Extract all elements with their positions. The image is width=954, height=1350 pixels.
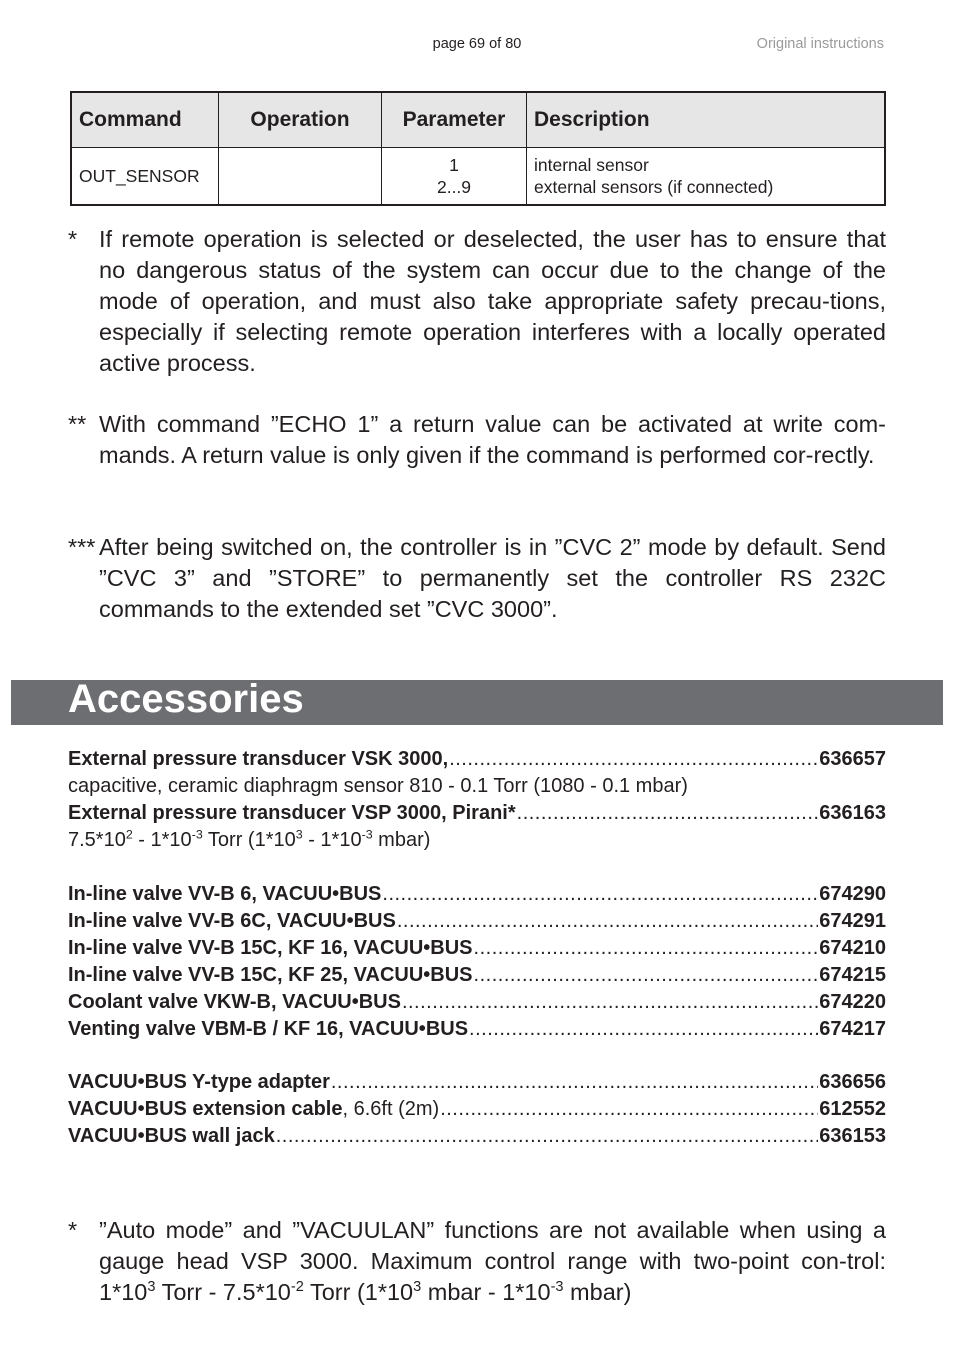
footnote-1 xyxy=(68,224,886,379)
item-extra: , 6.6ft (2m) xyxy=(342,1098,440,1120)
item-name: In-line valve VV-B 6C, VACUU•BUS xyxy=(68,910,396,932)
header-operation: Operation xyxy=(219,92,382,148)
list-item xyxy=(68,962,886,989)
footnote-text: After being switched on, the controller is in ”CVC 2” mode by default. Send ”CVC 3” and ”STORE” to permanently set the controller RS 232C commands to the extended set ”CVC 3000”. xyxy=(99,534,886,622)
table-header-row xyxy=(71,92,885,148)
item-name: VACUU•BUS Y-type adapter xyxy=(68,1071,330,1093)
header-parameter: Parameter xyxy=(382,92,527,148)
accessories-bus xyxy=(68,1069,886,1150)
list-item xyxy=(68,1069,886,1096)
list-item xyxy=(68,800,886,827)
item-number: 636163 xyxy=(819,802,886,824)
final-footnote xyxy=(68,1215,886,1308)
list-item xyxy=(68,989,886,1016)
footnote-2 xyxy=(68,409,886,471)
leader-dots xyxy=(449,746,818,773)
item-number: 674210 xyxy=(819,937,886,959)
leader-dots xyxy=(474,962,819,989)
cell-operation xyxy=(219,148,382,206)
table-row xyxy=(71,148,885,206)
footnote-mark: *** xyxy=(68,534,96,560)
list-item xyxy=(68,881,886,908)
leader-dots xyxy=(276,1123,819,1150)
item-number: 612552 xyxy=(819,1098,886,1120)
leader-dots xyxy=(402,989,818,1016)
description-line-1: internal sensor xyxy=(534,155,649,175)
footnote-text: With command ”ECHO 1” a return value can be activated at write com-mands. A return value is only given if the command is performed cor-rectly. xyxy=(99,411,886,468)
item-name: In-line valve VV-B 15C, KF 16, VACUU•BUS xyxy=(68,937,473,959)
item-number: 636153 xyxy=(819,1125,886,1147)
item-description: capacitive, ceramic diaphragm sensor 810 - 0.1 Torr (1080 - 0.1 mbar) xyxy=(68,775,688,797)
leader-dots xyxy=(331,1069,818,1096)
accessories-sensors xyxy=(68,746,886,854)
list-item xyxy=(68,1016,886,1043)
item-name: VACUU•BUS wall jack xyxy=(68,1125,275,1147)
footnote-mark: ** xyxy=(68,411,87,437)
item-description: $7.5*10^2 - 1*10^{-3}$ Torr ($1*10^3 - 1*10^{-3}$ mbar) xyxy=(68,827,431,851)
item-number: 674215 xyxy=(819,964,886,986)
leader-dots xyxy=(382,881,818,908)
footnote-mark: * xyxy=(68,1217,78,1243)
footnote-text: ”Auto mode” and ”VACUULAN” functions are not available when using a gauge head VSP 3000. Maximum control range with two-point con-trol: $1*10^3$ Torr - $7.5*10^{-2}$ Torr ($1*10^3$ mbar - $1*10^{-3}$ mbar) xyxy=(99,1217,886,1305)
section-title: Accessories xyxy=(68,677,304,721)
list-item xyxy=(68,935,886,962)
list-item xyxy=(68,1123,886,1150)
item-number: 674291 xyxy=(819,910,886,932)
section-banner xyxy=(11,677,943,725)
item-number: 674290 xyxy=(819,883,886,905)
item-name: VACUU•BUS extension cable xyxy=(68,1098,343,1120)
cell-description xyxy=(527,148,886,206)
document-label: Original instructions xyxy=(756,36,884,52)
description-line-2: external sensors (if connected) xyxy=(534,177,774,197)
footnote-mark: * xyxy=(68,226,78,252)
parameter-value-2: 2...9 xyxy=(436,177,472,197)
item-name: External pressure transducer VSP 3000, Pirani* xyxy=(68,802,516,824)
footnote-text: If remote operation is selected or deselected, the user has to ensure that no dangerous status of the system can occur due to the change of the mode of operation, and must also take appropriate safety precau-tions, especially if selecting remote operation interferes with a locally operated active process. xyxy=(99,226,886,376)
header-command: Command xyxy=(71,92,219,148)
item-number: 636656 xyxy=(819,1071,886,1093)
footnote-3 xyxy=(68,532,886,625)
cell-parameter xyxy=(382,148,527,206)
item-number: 674220 xyxy=(819,991,886,1013)
item-number: 674217 xyxy=(819,1018,886,1040)
item-number: 636657 xyxy=(819,748,886,770)
page-number: page 69 of 80 xyxy=(432,36,522,52)
cell-command: OUT_SENSOR xyxy=(71,148,219,206)
leader-dots xyxy=(397,908,818,935)
leader-dots xyxy=(474,935,819,962)
header-description: Description xyxy=(527,92,886,148)
list-item xyxy=(68,746,886,773)
leader-dots xyxy=(517,800,819,827)
item-name: In-line valve VV-B 15C, KF 25, VACUU•BUS xyxy=(68,964,473,986)
item-name: Coolant valve VKW-B, VACUU•BUS xyxy=(68,991,401,1013)
list-item xyxy=(68,908,886,935)
leader-dots xyxy=(440,1096,818,1123)
list-item xyxy=(68,1096,886,1123)
item-name: Venting valve VBM-B / KF 16, VACUU•BUS xyxy=(68,1018,469,1040)
leader-dots xyxy=(469,1016,818,1043)
item-name: In-line valve VV-B 6, VACUU•BUS xyxy=(68,883,382,905)
parameter-value-1: 1 xyxy=(449,155,459,175)
command-table xyxy=(70,91,886,206)
accessories-valves xyxy=(68,881,886,1043)
item-name: External pressure transducer VSK 3000, xyxy=(68,748,449,770)
